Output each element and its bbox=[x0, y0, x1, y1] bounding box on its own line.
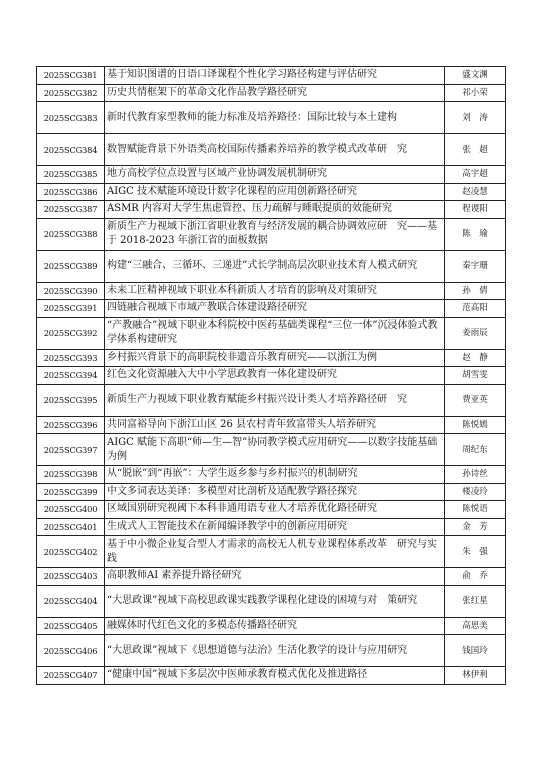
project-code-cell: 2025SCG394 bbox=[37, 367, 105, 385]
table-row bbox=[37, 434, 506, 466]
project-leader-cell: 俞 乔 bbox=[445, 568, 506, 586]
project-title-cell: 中文多词表达美译：多模型对比剖析及适配教学路径探究 bbox=[105, 483, 445, 501]
table-row bbox=[37, 667, 506, 685]
project-title-cell: 新质生产力视域下浙江省职业教育与经济发展的耦合协调效应研 究——基于 2018-2023 年浙江省的面板数据 bbox=[105, 218, 445, 250]
project-title-cell: “健康中国”视域下多层次中医师承教育模式优化及推进路径 bbox=[105, 667, 445, 685]
project-leader-cell: 姜雨辰 bbox=[445, 317, 506, 349]
project-leader-cell: 胡雪雯 bbox=[445, 367, 506, 385]
project-title-cell: 基于知识图谱的日语口译课程个性化学习路径构建与评估研究 bbox=[105, 67, 445, 85]
table-row bbox=[37, 349, 506, 367]
project-code-cell: 2025SCG393 bbox=[37, 349, 105, 367]
project-leader-cell: 钱国玲 bbox=[445, 635, 506, 667]
project-code-cell: 2025SCG390 bbox=[37, 282, 105, 300]
project-leader-cell: 祁小荣 bbox=[445, 84, 506, 102]
project-title-cell: 数智赋能背景下外语类高校国际传播素养培养的教学模式改革研 究 bbox=[105, 134, 445, 166]
table-row bbox=[37, 568, 506, 586]
project-title-cell: 基于中小微企业复合型人才需求的高校无人机专业课程体系改革 研究与实践 bbox=[105, 536, 445, 568]
project-leader-cell: 赵 静 bbox=[445, 349, 506, 367]
table-row bbox=[37, 536, 506, 568]
project-code-cell: 2025SCG389 bbox=[37, 250, 105, 282]
project-title-cell: ASMR 内容对大学生焦虑管控、压力疏解与睡眠提质的效能研究 bbox=[105, 201, 445, 219]
table-row bbox=[37, 518, 506, 536]
project-leader-cell: 张红星 bbox=[445, 585, 506, 617]
project-leader-cell: 程谡阳 bbox=[445, 201, 506, 219]
project-code-cell: 2025SCG397 bbox=[37, 434, 105, 466]
project-code-cell: 2025SCG381 bbox=[37, 67, 105, 85]
project-leader-cell: 高思美 bbox=[445, 617, 506, 635]
project-title-cell: 红色文化资源融入大中小学思政教育一体化建设研究 bbox=[105, 367, 445, 385]
project-code-cell: 2025SCG407 bbox=[37, 667, 105, 685]
project-title-cell: 构建“三融合、三循环、三递进”式长学制高层次职业技术育人模式研究 bbox=[105, 250, 445, 282]
project-code-cell: 2025SCG391 bbox=[37, 300, 105, 318]
table-row bbox=[37, 183, 506, 201]
table-row bbox=[37, 416, 506, 434]
project-title-cell: 生成式人工智能技术在新闻编译教学中的创新应用研究 bbox=[105, 518, 445, 536]
project-leader-cell: 盛文渊 bbox=[445, 67, 506, 85]
table-row bbox=[37, 317, 506, 349]
table-row bbox=[37, 466, 506, 484]
project-table-body bbox=[37, 67, 506, 685]
table-row bbox=[37, 282, 506, 300]
project-code-cell: 2025SCG388 bbox=[37, 218, 105, 250]
table-row bbox=[37, 501, 506, 519]
table-row bbox=[37, 250, 506, 282]
project-leader-cell: 刘 涛 bbox=[445, 102, 506, 134]
project-code-cell: 2025SCG400 bbox=[37, 501, 105, 519]
project-title-cell: 乡村振兴背景下的高职院校非遗音乐教育研究——以浙江为例 bbox=[105, 349, 445, 367]
project-code-cell: 2025SCG386 bbox=[37, 183, 105, 201]
table-row bbox=[37, 384, 506, 416]
project-title-cell: “大思政课”视域下高校思政课实践教学课程化建设的困境与对 策研究 bbox=[105, 585, 445, 617]
project-title-cell: 区域国别研究视阈下本科非通用语专业人才培养优化路径研究 bbox=[105, 501, 445, 519]
table-row bbox=[37, 218, 506, 250]
project-code-cell: 2025SCG402 bbox=[37, 536, 105, 568]
project-leader-cell: 林伊利 bbox=[445, 667, 506, 685]
project-code-cell: 2025SCG403 bbox=[37, 568, 105, 586]
project-leader-cell: 陈悦嫣 bbox=[445, 416, 506, 434]
project-leader-cell: 陈悦语 bbox=[445, 501, 506, 519]
project-code-cell: 2025SCG406 bbox=[37, 635, 105, 667]
table-row bbox=[37, 67, 506, 85]
project-leader-cell: 孙 倩 bbox=[445, 282, 506, 300]
table-row bbox=[37, 367, 506, 385]
project-code-cell: 2025SCG383 bbox=[37, 102, 105, 134]
project-title-cell: 地方高校学位点设置与区域产业协调发展机制研究 bbox=[105, 166, 445, 184]
project-leader-cell: 秦宇珊 bbox=[445, 250, 506, 282]
project-leader-cell: 费亚英 bbox=[445, 384, 506, 416]
project-title-cell: 新时代教育家型教师的能力标准及培养路径：国际比较与本土建构 bbox=[105, 102, 445, 134]
project-title-cell: 新质生产力视域下职业教育赋能乡村振兴设计类人才培养路径研 究 bbox=[105, 384, 445, 416]
project-title-cell: 从“脱嵌”到“再嵌”：大学生返乡参与乡村振兴的机制研究 bbox=[105, 466, 445, 484]
project-title-cell: 未来工匠精神视域下职业本科新质人才培育的影响及对策研究 bbox=[105, 282, 445, 300]
project-leader-cell: 赵凌慧 bbox=[445, 183, 506, 201]
project-leader-cell: 陈 瑜 bbox=[445, 218, 506, 250]
project-title-cell: “大思政课”视域下《思想道德与法治》生活化教学的设计与应用研究 bbox=[105, 635, 445, 667]
project-title-cell: 高职教师AI 素养提升路径研究 bbox=[105, 568, 445, 586]
project-code-cell: 2025SCG401 bbox=[37, 518, 105, 536]
project-leader-cell: 孙诗丝 bbox=[445, 466, 506, 484]
project-title-cell: “产教融合”视域下职业本科院校中医药基础类课程“三位一体”沉浸体验式教学体系构建研究 bbox=[105, 317, 445, 349]
project-title-cell: AIGC 赋能下高职“师—生—智”协同教学模式应用研究——以数字技能基础为例 bbox=[105, 434, 445, 466]
table-row bbox=[37, 84, 506, 102]
project-leader-cell: 高宇超 bbox=[445, 166, 506, 184]
table-row bbox=[37, 585, 506, 617]
project-leader-cell: 范高阳 bbox=[445, 300, 506, 318]
project-title-cell: 历史共情框架下的革命文化作品教学路径研究 bbox=[105, 84, 445, 102]
project-code-cell: 2025SCG399 bbox=[37, 483, 105, 501]
project-leader-cell: 周纪东 bbox=[445, 434, 506, 466]
table-row bbox=[37, 166, 506, 184]
project-leader-cell: 朱 强 bbox=[445, 536, 506, 568]
project-code-cell: 2025SCG398 bbox=[37, 466, 105, 484]
project-title-cell: AIGC 技术赋能环境设计数字化课程的应用创新路径研究 bbox=[105, 183, 445, 201]
project-code-cell: 2025SCG395 bbox=[37, 384, 105, 416]
table-row bbox=[37, 300, 506, 318]
project-leader-cell: 张 超 bbox=[445, 134, 506, 166]
project-code-cell: 2025SCG405 bbox=[37, 617, 105, 635]
table-row bbox=[37, 201, 506, 219]
project-code-cell: 2025SCG404 bbox=[37, 585, 105, 617]
project-code-cell: 2025SCG387 bbox=[37, 201, 105, 219]
project-code-cell: 2025SCG382 bbox=[37, 84, 105, 102]
project-title-cell: 共同富裕导向下浙江山区 26 县农村青年致富带头人培养研究 bbox=[105, 416, 445, 434]
project-leader-cell: 金 芳 bbox=[445, 518, 506, 536]
table-row bbox=[37, 134, 506, 166]
project-title-cell: 四链融合视域下市域产教联合体建设路径研究 bbox=[105, 300, 445, 318]
project-code-cell: 2025SCG392 bbox=[37, 317, 105, 349]
project-leader-cell: 楼凌玲 bbox=[445, 483, 506, 501]
project-code-cell: 2025SCG396 bbox=[37, 416, 105, 434]
table-row bbox=[37, 483, 506, 501]
table-row bbox=[37, 617, 506, 635]
table-row bbox=[37, 102, 506, 134]
project-title-cell: 融媒体时代红色文化的多模态传播路径研究 bbox=[105, 617, 445, 635]
project-table bbox=[36, 66, 506, 685]
project-code-cell: 2025SCG384 bbox=[37, 134, 105, 166]
table-row bbox=[37, 635, 506, 667]
project-code-cell: 2025SCG385 bbox=[37, 166, 105, 184]
